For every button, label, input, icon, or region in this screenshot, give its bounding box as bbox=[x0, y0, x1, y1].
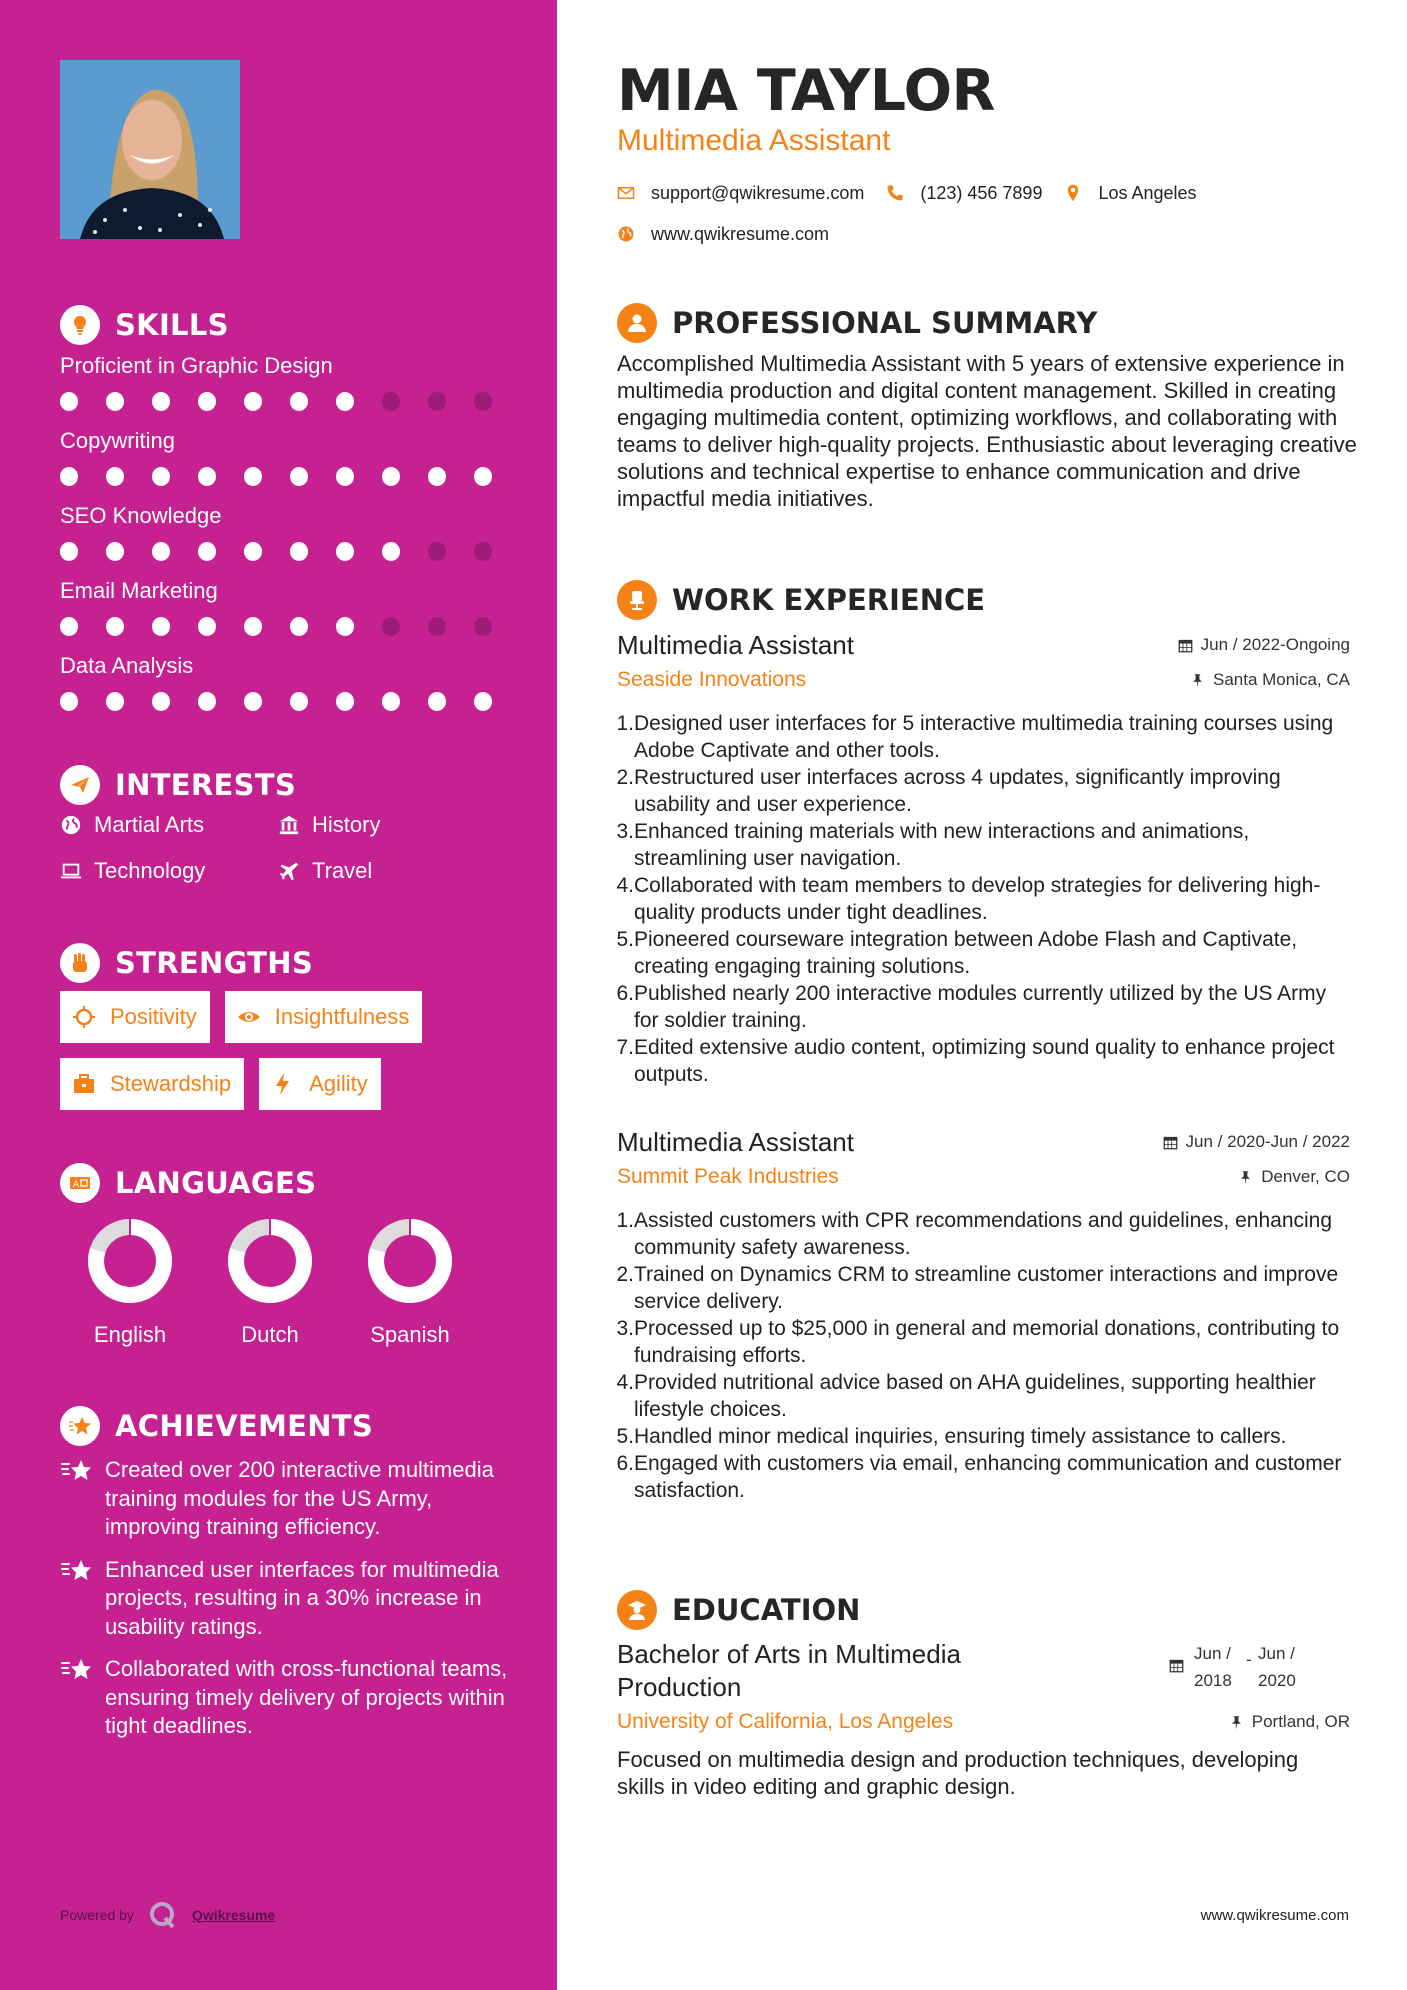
profile-photo bbox=[60, 60, 240, 239]
job-dates: Jun / 2020-Jun / 2022 bbox=[1163, 1125, 1350, 1159]
rating-dot-filled bbox=[152, 467, 170, 486]
rating-dot-filled bbox=[106, 617, 124, 636]
phone-icon bbox=[886, 184, 904, 202]
job-title: Multimedia Assistant bbox=[617, 1127, 854, 1157]
list-item: 5. Pioneered courseware integration between Adobe Flash and Captivate, creating engaging training solutions. bbox=[616, 928, 1298, 978]
job-responsibilities bbox=[617, 1207, 1350, 1504]
rating-dot-filled bbox=[336, 542, 354, 561]
rating-dot-filled bbox=[244, 692, 262, 711]
achievement-item bbox=[60, 1456, 520, 1542]
star-icon bbox=[60, 1458, 94, 1484]
skill-rating bbox=[60, 386, 520, 416]
rating-dot-filled bbox=[428, 467, 446, 486]
education-entry bbox=[617, 1638, 1350, 1800]
globe-icon bbox=[60, 814, 82, 836]
rating-dot-empty bbox=[382, 617, 400, 636]
language-name: Dutch bbox=[241, 1322, 299, 1347]
contact-location: Los Angeles bbox=[1064, 183, 1196, 204]
skill-rating bbox=[60, 611, 520, 641]
experience-heading bbox=[617, 580, 985, 620]
school: University of California, Los Angeles bbox=[617, 1710, 954, 1733]
skill-item bbox=[60, 352, 520, 427]
museum-icon bbox=[278, 814, 300, 836]
calendar-icon bbox=[1178, 638, 1193, 653]
list-item: 1. Assisted customers with CPR recommendations and guidelines, enhancing community safety awareness. bbox=[616, 1209, 1333, 1259]
briefcase-icon bbox=[72, 1072, 96, 1096]
rating-dot-filled bbox=[474, 692, 492, 711]
section-title: STRENGTHS bbox=[115, 946, 314, 980]
skill-name: Email Marketing bbox=[60, 578, 218, 603]
job-entry bbox=[617, 628, 1350, 1088]
skill-item bbox=[60, 577, 520, 652]
contact-info bbox=[617, 178, 1377, 260]
achievement-text: Created over 200 interactive multimedia training modules for the US Army, improving training efficiency. bbox=[105, 1457, 494, 1539]
proficiency-donut bbox=[367, 1218, 453, 1304]
contact-email[interactable]: support@qwikresume.com bbox=[617, 183, 864, 204]
skill-rating bbox=[60, 686, 520, 716]
degree: Bachelor of Arts in Multimedia Production bbox=[617, 1639, 961, 1702]
star-icon bbox=[60, 1657, 94, 1683]
achievement-item bbox=[60, 1556, 520, 1642]
skill-name: Copywriting bbox=[60, 428, 175, 453]
rating-dot-empty bbox=[474, 392, 492, 411]
skill-item bbox=[60, 427, 520, 502]
rating-dot-filled bbox=[290, 542, 308, 561]
strength-chip: Agility bbox=[259, 1058, 381, 1110]
language-name: English bbox=[93, 1322, 167, 1347]
skill-name: Proficient in Graphic Design bbox=[60, 353, 333, 378]
list-item: 2. Trained on Dynamics CRM to streamline customer interactions and improve service delivery. bbox=[616, 1263, 1339, 1313]
rating-dot-filled bbox=[290, 692, 308, 711]
rating-dot-filled bbox=[244, 467, 262, 486]
rating-dot-filled bbox=[382, 542, 400, 561]
map-pin-icon bbox=[1064, 184, 1082, 202]
language-item bbox=[60, 1218, 200, 1348]
avatar-illustration bbox=[60, 60, 240, 239]
laptop-icon bbox=[60, 860, 82, 882]
interests-heading bbox=[60, 765, 296, 805]
main-content bbox=[557, 0, 1407, 1990]
job-location: Denver, CO bbox=[1238, 1160, 1350, 1194]
section-title: WORK EXPERIENCE bbox=[672, 583, 986, 617]
rating-dot-filled bbox=[106, 542, 124, 561]
rating-dot-filled bbox=[336, 692, 354, 711]
rating-dot-empty bbox=[428, 542, 446, 561]
rating-dot-filled bbox=[428, 692, 446, 711]
rating-dot-filled bbox=[60, 392, 78, 411]
languages-list bbox=[60, 1218, 480, 1348]
interests-list bbox=[60, 810, 520, 886]
job-location: Santa Monica, CA bbox=[1190, 663, 1350, 697]
pushpin-icon bbox=[1238, 1170, 1253, 1185]
list-item: 1. Designed user interfaces for 5 interactive multimedia training courses using Adobe Captivate and other tools. bbox=[616, 712, 1334, 762]
skill-name: Data Analysis bbox=[60, 653, 194, 678]
language-item bbox=[200, 1218, 340, 1348]
achievements-list bbox=[60, 1456, 520, 1755]
rating-dot-empty bbox=[428, 392, 446, 411]
paper-plane-icon bbox=[60, 765, 100, 805]
rating-dot-empty bbox=[428, 617, 446, 636]
pushpin-icon bbox=[1229, 1715, 1244, 1730]
list-item: 2. Restructured user interfaces across 4 updates, significantly improving usability and user experience. bbox=[616, 766, 1281, 816]
rating-dot-filled bbox=[474, 467, 492, 486]
company-name: Seaside Innovations bbox=[617, 668, 807, 691]
education-description: Focused on multimedia design and production techniques, developing skills in video editing and graphic design. bbox=[617, 1747, 1299, 1799]
rating-dot-filled bbox=[106, 467, 124, 486]
strengths-heading bbox=[60, 943, 313, 983]
rating-dot-filled bbox=[382, 467, 400, 486]
achievement-item bbox=[60, 1655, 520, 1741]
list-item: 5. Handled minor medical inquiries, ensuring timely assistance to callers. bbox=[616, 1425, 1287, 1448]
interest-item: Travel bbox=[278, 856, 498, 886]
rating-dot-filled bbox=[152, 617, 170, 636]
job-entry bbox=[617, 1125, 1350, 1504]
rating-dot-filled bbox=[60, 467, 78, 486]
rating-dot-empty bbox=[474, 542, 492, 561]
powered-by: Powered by Qwikresume bbox=[60, 1900, 275, 1930]
summary-text: Accomplished Multimedia Assistant with 5 years of extensive experience in multimedia production and digital content management. Skilled in creating engaging multimedia content, optimizing workflows, and collaborating with teams to deliver high-quality projects. Enthusiastic about leveraging creative solutions and technical expertise to enhance communication and drive impactful media initiatives. bbox=[617, 351, 1357, 511]
proficiency-donut bbox=[227, 1218, 313, 1304]
envelope-icon bbox=[617, 184, 635, 202]
rating-dot-filled bbox=[198, 392, 216, 411]
calendar-icon bbox=[1169, 1658, 1184, 1673]
rating-dot-filled bbox=[244, 392, 262, 411]
strength-chip: Stewardship bbox=[60, 1058, 244, 1110]
language-name: Spanish bbox=[370, 1322, 450, 1347]
rating-dot-filled bbox=[290, 392, 308, 411]
job-dates: Jun / 2022-Ongoing bbox=[1178, 628, 1350, 662]
strength-chip: Positivity bbox=[60, 991, 210, 1043]
rating-dot-filled bbox=[152, 392, 170, 411]
lightbulb-icon bbox=[60, 305, 100, 345]
rating-dot-filled bbox=[152, 692, 170, 711]
strengths-list bbox=[60, 991, 520, 1125]
section-title: PROFESSIONAL SUMMARY bbox=[672, 306, 1098, 340]
globe-icon bbox=[617, 225, 635, 243]
rating-dot-filled bbox=[60, 542, 78, 561]
education-location: Portland, OR bbox=[1229, 1705, 1350, 1739]
rating-dot-filled bbox=[198, 692, 216, 711]
svg-text:A: A bbox=[73, 1180, 80, 1190]
section-title: SKILLS bbox=[115, 308, 229, 342]
contact-website[interactable]: www.qwikresume.com bbox=[617, 224, 829, 245]
list-item: 7. Edited extensive audio content, optimizing sound quality to enhance project outputs. bbox=[616, 1036, 1335, 1086]
translate-icon bbox=[60, 1163, 100, 1203]
strength-chip: Insightfulness bbox=[225, 991, 423, 1043]
calendar-icon bbox=[1163, 1135, 1178, 1150]
rating-dot-filled bbox=[336, 467, 354, 486]
rating-dot-filled bbox=[244, 542, 262, 561]
rating-dot-filled bbox=[336, 617, 354, 636]
candidate-name: MIA TAYLOR bbox=[617, 58, 995, 124]
rating-dot-filled bbox=[382, 692, 400, 711]
skill-rating bbox=[60, 461, 520, 491]
qwikresume-link[interactable]: Qwikresume bbox=[191, 1907, 276, 1923]
summary-heading bbox=[617, 303, 1097, 343]
achievement-text: Enhanced user interfaces for multimedia projects, resulting in a 30% increase in usability ratings. bbox=[105, 1556, 499, 1639]
languages-heading bbox=[60, 1163, 316, 1203]
sun-icon bbox=[72, 1005, 96, 1029]
achievement-text: Collaborated with cross-functional teams, ensuring timely delivery of projects within tight deadlines. bbox=[105, 1656, 508, 1738]
rating-dot-filled bbox=[198, 617, 216, 636]
job-responsibilities bbox=[617, 710, 1350, 1088]
skill-rating bbox=[60, 536, 520, 566]
rating-dot-filled bbox=[244, 617, 262, 636]
skills-heading bbox=[60, 305, 229, 345]
user-icon bbox=[617, 303, 657, 343]
achievements-heading bbox=[60, 1406, 373, 1446]
section-title: LANGUAGES bbox=[115, 1166, 317, 1200]
section-title: INTERESTS bbox=[115, 768, 297, 802]
qwikresume-logo-icon bbox=[148, 1900, 178, 1930]
fist-icon bbox=[60, 943, 100, 983]
list-item: 6. Engaged with customers via email, enhancing communication and customer satisfaction. bbox=[616, 1452, 1342, 1502]
plane-icon bbox=[278, 860, 300, 882]
interest-item: History bbox=[278, 810, 498, 840]
education-dates: Jun / 2018 - Jun / 2020 bbox=[1169, 1640, 1310, 1694]
eye-icon bbox=[237, 1005, 261, 1029]
interest-item: Technology bbox=[60, 856, 278, 886]
education-heading bbox=[617, 1590, 860, 1630]
rating-dot-empty bbox=[474, 617, 492, 636]
rating-dot-filled bbox=[198, 467, 216, 486]
proficiency-donut bbox=[87, 1218, 173, 1304]
language-item bbox=[340, 1218, 480, 1348]
rating-dot-filled bbox=[336, 392, 354, 411]
office-chair-icon bbox=[617, 580, 657, 620]
list-item: 6. Published nearly 200 interactive modules currently utilized by the US Army for soldier training. bbox=[616, 982, 1327, 1032]
skill-name: SEO Knowledge bbox=[60, 503, 222, 528]
list-item: 4. Collaborated with team members to develop strategies for delivering high-quality products under tight deadlines. bbox=[616, 874, 1321, 924]
section-title: ACHIEVEMENTS bbox=[115, 1409, 374, 1443]
star-icon bbox=[60, 1406, 100, 1446]
pushpin-icon bbox=[1190, 673, 1205, 688]
rating-dot-filled bbox=[198, 542, 216, 561]
rating-dot-filled bbox=[106, 392, 124, 411]
list-item: 3. Processed up to $25,000 in general and memorial donations, contributing to fundraising efforts. bbox=[616, 1317, 1340, 1367]
rating-dot-filled bbox=[60, 617, 78, 636]
footer-website-link[interactable]: www.qwikresume.com bbox=[1200, 1907, 1349, 1924]
company-name: Summit Peak Industries bbox=[617, 1165, 839, 1188]
skill-item bbox=[60, 652, 520, 727]
job-title: Multimedia Assistant bbox=[617, 630, 854, 660]
skill-item bbox=[60, 502, 520, 577]
bolt-icon bbox=[271, 1072, 295, 1096]
rating-dot-empty bbox=[382, 392, 400, 411]
skills-list bbox=[60, 352, 520, 727]
rating-dot-filled bbox=[290, 617, 308, 636]
graduate-icon bbox=[617, 1590, 657, 1630]
sidebar bbox=[0, 0, 557, 1990]
rating-dot-filled bbox=[106, 692, 124, 711]
star-icon bbox=[60, 1558, 94, 1584]
candidate-title: Multimedia Assistant bbox=[617, 124, 891, 157]
list-item: 3. Enhanced training materials with new interactions and animations, streamlining user navigation. bbox=[616, 820, 1250, 870]
rating-dot-filled bbox=[290, 467, 308, 486]
list-item: 4. Provided nutritional advice based on AHA guidelines, supporting healthier lifestyle choices. bbox=[616, 1371, 1316, 1421]
rating-dot-filled bbox=[152, 542, 170, 561]
contact-phone[interactable]: (123) 456 7899 bbox=[886, 183, 1042, 204]
interest-item: Martial Arts bbox=[60, 810, 278, 840]
rating-dot-filled bbox=[60, 692, 78, 711]
section-title: EDUCATION bbox=[672, 1593, 861, 1627]
